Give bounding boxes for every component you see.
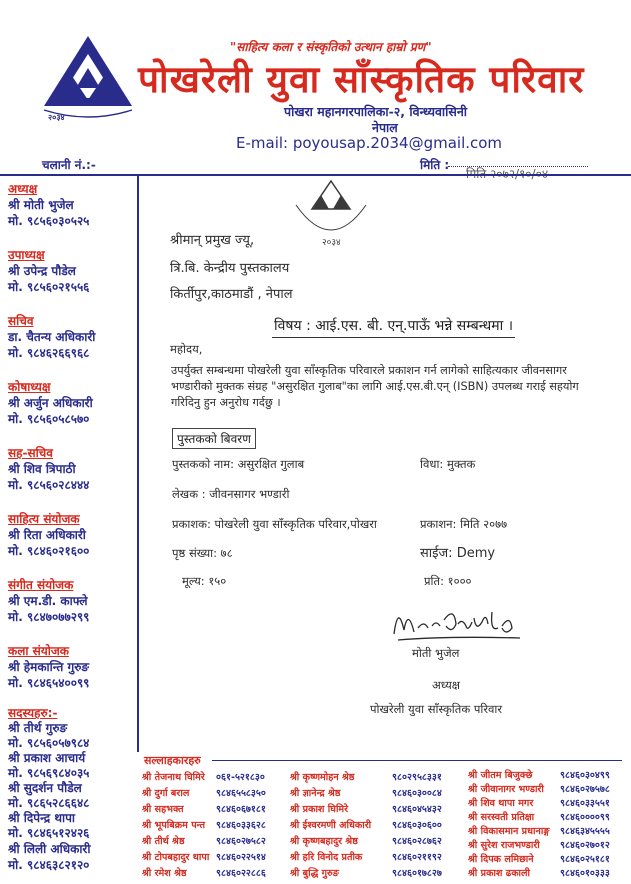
member-phone: मो. ९८४६३८२१२० — [8, 858, 90, 872]
member-name: श्री सुदर्शन पौडेल — [8, 781, 82, 795]
advisor-name: श्री बुद्धि गुरुङ — [290, 868, 339, 879]
advisor-name: श्री ज्ञानेन्द्र श्रेष्ठ — [290, 788, 341, 799]
address-line-1: पोखरा महानगरपालिका-२, विन्ध्यवासिनी — [284, 104, 468, 119]
logo-year: २०३४ — [48, 113, 65, 122]
sidebar-member-name: श्री शिव त्रिपाठी — [8, 462, 76, 476]
sidebar-role-title: कोषाध्यक्ष — [8, 380, 51, 394]
book-publisher: प्रकाशक: पोखरेली युवा साँस्कृतिक परिवार,पोखरा — [172, 517, 377, 531]
member-name: श्री दिपेन्द्र थापा — [8, 811, 76, 825]
advisor-phone: ९८४६०२२८८६ — [216, 868, 266, 879]
sidebar-member-phone: मो. ९८४६०२१६०० — [8, 544, 90, 558]
sidebar-member-name: श्री मोती भुजेल — [8, 198, 74, 212]
advisor-phone: ९८४६०३०६०० — [392, 820, 442, 831]
advisors-divider — [212, 760, 622, 761]
sidebar-role-title: अध्यक्ष — [8, 182, 38, 196]
sidebar-role-title: साहित्य संयोजक — [8, 512, 80, 526]
advisor-phone: ९८४६०४५४३२ — [392, 804, 442, 815]
greeting: महोदय, — [170, 342, 203, 356]
date-label: मिति : — [420, 158, 450, 172]
sidebar-role-title: उपाध्यक्ष — [8, 248, 45, 262]
advisor-phone: ९८४६०२११९२ — [392, 852, 442, 863]
advisor-name: श्री दिपक लमिछाने — [468, 854, 534, 865]
seal-year: २०३४ — [322, 238, 341, 248]
chalani-number-label: चलानी नं.:- — [42, 158, 96, 172]
advisor-phone: ९८४६०३३६२८ — [216, 820, 266, 831]
advisor-phone: ९८४६०१७८२७ — [392, 868, 442, 879]
advisor-phone: ९८४६०२७५७८ — [560, 784, 610, 795]
letter-body: उपर्युक्त सम्बन्धमा पोखरेली युवा साँस्कृतिक परिवारले प्रकाशन गर्न लागेको साहित्यकार जीवनसागर भण्डारीको मुक्तक संग्रह "असुरक्षित गुलाब"का लागि आई.एस.बी.एन् (ISBN) उपलब्ध गराई सहयोग गरिदिनु हुन अनुरोध गर्दछु । — [171, 364, 579, 409]
advisor-phone: ९८४६०३३५५१ — [560, 798, 610, 809]
tagline: "साहित्य कला र संस्कृतिको उत्थान हाम्रो प्रण" — [230, 40, 432, 54]
advisor-phone: ९८४६००००९९ — [560, 812, 610, 823]
signature — [388, 600, 528, 644]
advisor-name: श्री तीर्थ श्रेष्ठ — [142, 836, 185, 847]
advisor-name: श्री विकासमान प्रधानाङ्ग — [468, 826, 550, 837]
member-phone: मो. ९८६५२८६६४८ — [8, 796, 90, 810]
advisor-phone: ९८४६०६७१८१ — [216, 804, 266, 815]
recipient: त्रि.बि. केन्द्रीय पुस्तकालय — [170, 261, 290, 276]
member-name: श्री लिली अधिकारी — [8, 842, 91, 856]
advisor-name: श्री प्रकाश घिमिरे — [290, 804, 349, 815]
advisor-name: श्री कृष्णबहादुर श्रेष्ठ — [290, 836, 358, 847]
advisor-phone: ०६१-५२१८३० — [216, 772, 265, 783]
member-name: श्री प्रकाश आचार्य — [8, 751, 86, 765]
advisor-phone: ९८४६०१०३३३ — [560, 868, 610, 879]
sidebar-member-phone: मो. ९८४७०७७२९९ — [8, 610, 90, 624]
member-phone: मो. ९८४६५१२४२६ — [8, 826, 90, 840]
advisor-name: श्री प्रकाश ढकाली — [468, 868, 531, 879]
sidebar-member-name: श्री एम.डी. काफ्ले — [8, 594, 88, 608]
salutation: श्रीमान् प्रमुख ज्यू, — [170, 233, 255, 248]
sidebar-role-title: कला संयोजक — [8, 644, 69, 658]
subject-line: विषय : आई.एस. बी. एन्.पाऊँ भन्ने सम्बन्धमा । — [272, 316, 515, 338]
advisor-name: श्री ईश्वरमणी अधिकारी — [290, 820, 372, 831]
sidebar-role-title: संगीत संयोजक — [8, 578, 74, 592]
advisor-name: श्री दुर्गा बराल — [142, 788, 190, 799]
advisor-name: श्री जीवानागर भण्डारी — [468, 784, 544, 795]
sidebar-member-phone: मो. ९८५६०२८४४४ — [8, 478, 90, 492]
advisor-phone: ९८४६०२८७६२ — [392, 836, 442, 847]
book-price: मूल्य: १५० — [182, 574, 227, 588]
advisor-name: श्री सुरेश राजभण्डारी — [468, 840, 540, 851]
address-line-2: नेपाल — [372, 120, 398, 135]
advisor-name: श्री टोपबहादुर थापा — [142, 852, 210, 863]
advisors-title: सल्लाहकारहरु — [144, 754, 201, 767]
signer-organization: पोखरेली युवा साँस्कृतिक परिवार — [370, 702, 503, 716]
advisor-phone: ९८०२९५८३३१ — [392, 772, 442, 783]
advisor-name: श्री शिव थापा मगर — [468, 798, 534, 809]
sidebar-member-phone: मो. ९८५६०२१५५६ — [8, 280, 90, 294]
sidebar-member-name: श्री रिता अधिकारी — [8, 528, 86, 542]
book-genre: विधा: मुक्तक — [420, 457, 476, 471]
member-phone: मो. ९८५६९८४०३५ — [8, 766, 90, 780]
sidebar-role-title: सह-सचिव — [8, 446, 53, 460]
advisor-name: श्री रमेश श्रेष्ठ — [142, 868, 187, 879]
recipient-address: किर्तीपुर,काठमाडौं , नेपाल — [170, 287, 293, 302]
member-name: श्री तीर्थ गुरुङ — [8, 721, 68, 735]
email-address: E-mail: poyousap.2034@gmail.com — [236, 134, 503, 152]
advisor-phone: ९८४६०३०४९९ — [560, 770, 610, 781]
sidebar-member-phone: मो. ९८५६०३०५२५ — [8, 214, 90, 228]
advisor-phone: ९८४६०३००८४ — [392, 788, 442, 799]
book-size: साईज: Demy — [420, 546, 496, 561]
advisor-phone: ९८४६३४५५५५ — [560, 826, 610, 837]
advisor-phone: ९८४६०२७०१२ — [560, 840, 610, 851]
sidebar-member-phone: मो. ९८५६०५८५७० — [8, 412, 90, 426]
page-count: पृष्ठ संख्या: ७८ — [172, 546, 233, 560]
book-author: लेखक : जीवनसागर भण्डारी — [172, 487, 290, 501]
sidebar-member-phone: मो. ९८४६५४००९९ — [8, 676, 90, 690]
book-name: पुस्तकको नाम: असुरक्षित गुलाब — [172, 457, 305, 471]
advisor-phone: ९८४६०२७५८२ — [216, 836, 266, 847]
sidebar-member-name: श्री उपेन्द्र पौडेल — [8, 264, 76, 278]
copies-count: प्रति: १००० — [424, 574, 472, 588]
signer-name: मोती भुजेल — [412, 646, 460, 660]
members-title: सदस्यहरु:- — [8, 706, 58, 720]
advisor-name: श्री जीतम बिजुक्छे — [468, 770, 533, 781]
advisor-name: श्री हरि विनोद प्रतीक — [290, 852, 363, 863]
advisor-phone: ९८४६०२२५१४ — [216, 852, 266, 863]
publication-date: प्रकाशन: मिति २०७७ — [420, 517, 508, 531]
organization-name: पोखरेली युवा साँस्कृतिक परिवार — [138, 58, 585, 101]
sidebar-divider — [137, 176, 139, 752]
advisor-name: श्री सहभक्त — [142, 804, 184, 815]
sidebar-member-phone: मो. ९८४६२६६९६८ — [8, 346, 90, 360]
advisor-name: श्री सरस्वती प्रतिक्षा — [468, 812, 535, 823]
signer-title: अध्यक्ष — [432, 678, 461, 692]
sidebar-member-name: डा. चैतन्य अधिकारी — [8, 330, 96, 344]
advisor-name: श्री भूपबिक्रम पन्त — [142, 820, 206, 831]
book-details-heading: पुस्तकको बिवरण — [172, 428, 256, 449]
advisor-name: श्री कृष्णमोहन श्रेष्ठ — [290, 772, 355, 783]
sidebar-member-name: श्री हेमकान्ति गुरुङ — [8, 660, 90, 674]
advisor-phone: ९८४६०२५१८१ — [560, 854, 610, 865]
advisor-phone: ९८४६५५८३५० — [216, 788, 266, 799]
member-phone: मो. ९८५६०५७९८४ — [8, 736, 90, 750]
sidebar-member-name: श्री अर्जुन अधिकारी — [8, 396, 93, 410]
sidebar-role-title: सचिव — [8, 314, 34, 328]
advisor-name: श्री तेजनाथ घिमिरे — [142, 772, 205, 783]
